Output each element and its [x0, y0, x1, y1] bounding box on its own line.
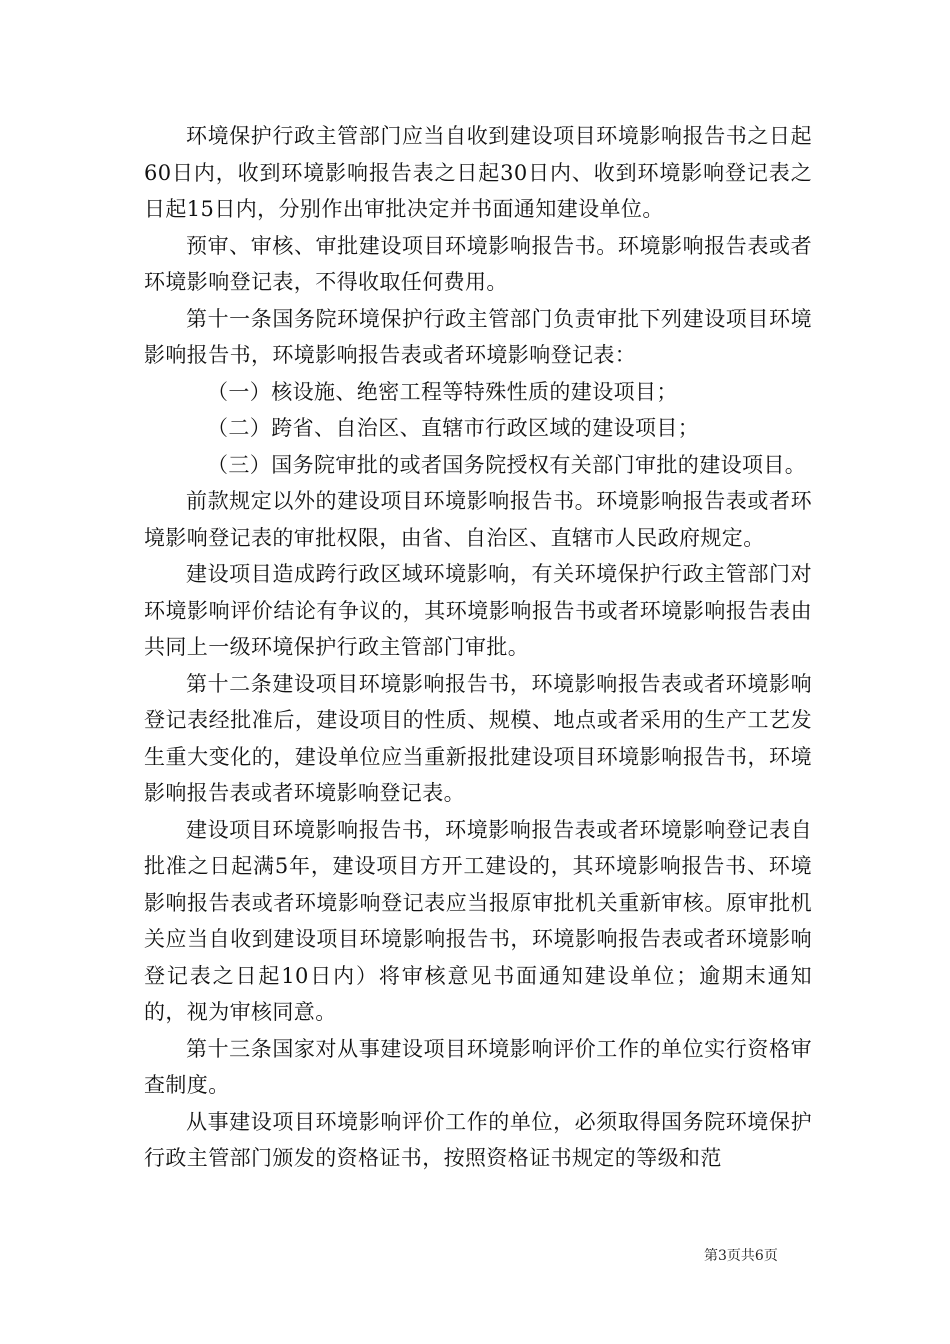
list-item-nuclear-facilities: （一）核设施、绝密工程等特殊性质的建设项目； [207, 379, 678, 404]
list-item-state-council: （三）国务院审批的或者国务院授权有关部门审批的建设项目。 [207, 452, 807, 477]
paragraph-qualification-certificate: 从事建设项目环境影响评价工作的单位，必须取得国务院环境保护行政主管部门颁发的资格证书，按照资格证书规定的等级和范 [144, 1109, 812, 1170]
paragraph-approval-deadlines: 环境保护行政主管部门应当自收到建设项目环境影响报告书之日起60日内，收到环境影响报告表之日起30日内、收到环境影响登记表之日起15日内，分别作出审批决定并书面通知建设单位。 [144, 124, 812, 221]
paragraph-article-12: 第十二条建设项目环境影响报告书，环境影响报告表或者环境影响登记表经批准后，建设项目的性质、规模、地点或者采用的生产工艺发生重大变化的，建设单位应当重新报批建设项目环境影响报告书，环境影响报告表或者环境影响登记表。 [144, 671, 812, 805]
page-number-footer: 第3页共6页 [704, 1248, 778, 1264]
list-item-cross-province: （二）跨省、自治区、直辖市行政区域的建设项目； [207, 416, 700, 440]
paragraph-cross-region-dispute: 建设项目造成跨行政区域环境影响，有关环境保护行政主管部门对环境影响评价结论有争议的，其环境影响报告书或者环境影响报告表由共同上一级环境保护行政主管部门审批。 [144, 562, 812, 659]
document-body [144, 118, 812, 1177]
paragraph-article-11: 第十一条国务院环境保护行政主管部门负责审批下列建设项目环境影响报告书，环境影响报告表或者环境影响登记表： [144, 306, 812, 367]
paragraph-five-year-review: 建设项目环境影响报告书，环境影响报告表或者环境影响登记表自批准之日起满5年，建设项目方开工建设的，其环境影响报告书、环境影响报告表或者环境影响登记表应当报原审批机关重新审核。原审批机关应当自收到建设项目环境影响报告书，环境影响报告表或者环境影响登记表之日起10日内）将审核意见书面通知建设单位；逾期末通知的，视为审核同意。 [144, 817, 812, 1024]
paragraph-no-fees: 预审、审核、审批建设项目环境影响报告书。环境影响报告表或者环境影响登记表，不得收取任何费用。 [144, 233, 812, 294]
paragraph-provincial-authority: 前款规定以外的建设项目环境影响报告书。环境影响报告表或者环境影响登记表的审批权限，由省、自治区、直辖市人民政府规定。 [144, 489, 812, 550]
paragraph-article-13: 第十三条国家对从事建设项目环境影响评价工作的单位实行资格审查制度。 [144, 1036, 812, 1097]
